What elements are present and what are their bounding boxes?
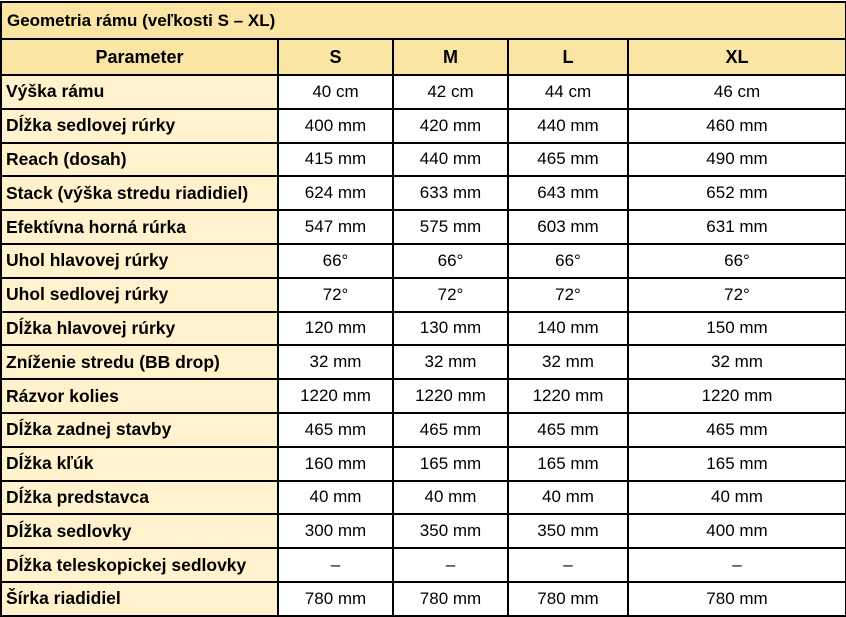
title-row: [1, 2, 846, 39]
table-row: [1, 379, 846, 413]
value-cell-l[interactable]: 140 mm: [508, 312, 628, 346]
header-parameter[interactable]: Parameter: [1, 39, 278, 75]
value-cell-m[interactable]: 165 mm: [393, 447, 508, 481]
value-cell-s[interactable]: 120 mm: [278, 312, 393, 346]
parameter-label-cell[interactable]: Rázvor kolies: [1, 379, 278, 413]
parameter-label-cell[interactable]: Uhol hlavovej rúrky: [1, 244, 278, 278]
table-row: [1, 582, 846, 616]
parameter-label-cell[interactable]: Dĺžka zadnej stavby: [1, 413, 278, 447]
table-row: [1, 176, 846, 210]
value-cell-xl[interactable]: 66°: [628, 244, 846, 278]
value-cell-l[interactable]: 643 mm: [508, 176, 628, 210]
parameter-label-cell[interactable]: Dĺžka kľúk: [1, 447, 278, 481]
value-cell-xl[interactable]: 150 mm: [628, 312, 846, 346]
value-cell-xl[interactable]: 400 mm: [628, 514, 846, 548]
value-cell-l[interactable]: 66°: [508, 244, 628, 278]
value-cell-l[interactable]: 780 mm: [508, 582, 628, 616]
value-cell-m[interactable]: 130 mm: [393, 312, 508, 346]
table-row: [1, 244, 846, 278]
table-row: [1, 514, 846, 548]
value-cell-s[interactable]: 415 mm: [278, 143, 393, 177]
value-cell-m[interactable]: 1220 mm: [393, 379, 508, 413]
table-row: [1, 312, 846, 346]
value-cell-l[interactable]: 1220 mm: [508, 379, 628, 413]
header-size-m[interactable]: M: [393, 39, 508, 75]
table-row: [1, 210, 846, 244]
value-cell-s[interactable]: 160 mm: [278, 447, 393, 481]
value-cell-s[interactable]: 547 mm: [278, 210, 393, 244]
value-cell-xl[interactable]: 460 mm: [628, 109, 846, 143]
value-cell-m[interactable]: 32 mm: [393, 345, 508, 379]
table-row: [1, 447, 846, 481]
value-cell-m[interactable]: 420 mm: [393, 109, 508, 143]
value-cell-m[interactable]: 440 mm: [393, 143, 508, 177]
value-cell-xl[interactable]: 490 mm: [628, 143, 846, 177]
value-cell-l[interactable]: 44 cm: [508, 75, 628, 109]
value-cell-m[interactable]: 66°: [393, 244, 508, 278]
value-cell-xl[interactable]: 46 cm: [628, 75, 846, 109]
value-cell-xl[interactable]: 631 mm: [628, 210, 846, 244]
value-cell-m[interactable]: 42 cm: [393, 75, 508, 109]
value-cell-m[interactable]: 465 mm: [393, 413, 508, 447]
value-cell-s[interactable]: 40 mm: [278, 481, 393, 515]
value-cell-m[interactable]: 40 mm: [393, 481, 508, 515]
table-row: [1, 345, 846, 379]
table-row: [1, 481, 846, 515]
parameter-label-cell[interactable]: Dĺžka sedlovky: [1, 514, 278, 548]
value-cell-l[interactable]: 350 mm: [508, 514, 628, 548]
value-cell-xl[interactable]: 72°: [628, 278, 846, 312]
value-cell-m[interactable]: 575 mm: [393, 210, 508, 244]
value-cell-m[interactable]: 350 mm: [393, 514, 508, 548]
parameter-label-cell[interactable]: Dĺžka teleskopickej sedlovky: [1, 548, 278, 582]
parameter-label-cell[interactable]: Dĺžka sedlovej rúrky: [1, 109, 278, 143]
value-cell-s[interactable]: 300 mm: [278, 514, 393, 548]
parameter-label-cell[interactable]: Zníženie stredu (BB drop): [1, 345, 278, 379]
value-cell-l[interactable]: 32 mm: [508, 345, 628, 379]
value-cell-l[interactable]: 40 mm: [508, 481, 628, 515]
table-row: [1, 143, 846, 177]
header-row: [1, 39, 846, 75]
value-cell-s[interactable]: –: [278, 548, 393, 582]
table-body: [1, 75, 846, 616]
value-cell-xl[interactable]: 40 mm: [628, 481, 846, 515]
value-cell-s[interactable]: 624 mm: [278, 176, 393, 210]
parameter-label-cell[interactable]: Reach (dosah): [1, 143, 278, 177]
parameter-label-cell[interactable]: Šírka riadidiel: [1, 582, 278, 616]
value-cell-s[interactable]: 780 mm: [278, 582, 393, 616]
value-cell-xl[interactable]: 780 mm: [628, 582, 846, 616]
value-cell-xl[interactable]: 465 mm: [628, 413, 846, 447]
header-size-l[interactable]: L: [508, 39, 628, 75]
table-row: [1, 278, 846, 312]
geometry-table: [0, 1, 846, 617]
value-cell-s[interactable]: 40 cm: [278, 75, 393, 109]
table-row: [1, 75, 846, 109]
value-cell-l[interactable]: 165 mm: [508, 447, 628, 481]
value-cell-s[interactable]: 72°: [278, 278, 393, 312]
header-size-xl[interactable]: XL: [628, 39, 846, 75]
parameter-label-cell[interactable]: Stack (výška stredu riadidiel): [1, 176, 278, 210]
table-row: [1, 413, 846, 447]
value-cell-s[interactable]: 1220 mm: [278, 379, 393, 413]
value-cell-s[interactable]: 465 mm: [278, 413, 393, 447]
value-cell-m[interactable]: –: [393, 548, 508, 582]
parameter-label-cell[interactable]: Efektívna horná rúrka: [1, 210, 278, 244]
parameter-label-cell[interactable]: Uhol sedlovej rúrky: [1, 278, 278, 312]
value-cell-s[interactable]: 66°: [278, 244, 393, 278]
table-row: [1, 109, 846, 143]
value-cell-l[interactable]: 465 mm: [508, 143, 628, 177]
value-cell-s[interactable]: 32 mm: [278, 345, 393, 379]
value-cell-l[interactable]: 72°: [508, 278, 628, 312]
value-cell-m[interactable]: 72°: [393, 278, 508, 312]
value-cell-s[interactable]: 400 mm: [278, 109, 393, 143]
value-cell-xl[interactable]: 652 mm: [628, 176, 846, 210]
parameter-label-cell[interactable]: Dĺžka predstavca: [1, 481, 278, 515]
header-size-s[interactable]: S: [278, 39, 393, 75]
value-cell-xl[interactable]: 165 mm: [628, 447, 846, 481]
table-title[interactable]: Geometria rámu (veľkosti S – XL): [1, 2, 846, 39]
value-cell-l[interactable]: 440 mm: [508, 109, 628, 143]
parameter-label-cell[interactable]: Dĺžka hlavovej rúrky: [1, 312, 278, 346]
value-cell-l[interactable]: 465 mm: [508, 413, 628, 447]
value-cell-l[interactable]: –: [508, 548, 628, 582]
value-cell-m[interactable]: 780 mm: [393, 582, 508, 616]
value-cell-xl[interactable]: 32 mm: [628, 345, 846, 379]
parameter-label-cell[interactable]: Výška rámu: [1, 75, 278, 109]
table-row: [1, 548, 846, 582]
value-cell-xl[interactable]: 1220 mm: [628, 379, 846, 413]
value-cell-m[interactable]: 633 mm: [393, 176, 508, 210]
value-cell-xl[interactable]: –: [628, 548, 846, 582]
value-cell-l[interactable]: 603 mm: [508, 210, 628, 244]
